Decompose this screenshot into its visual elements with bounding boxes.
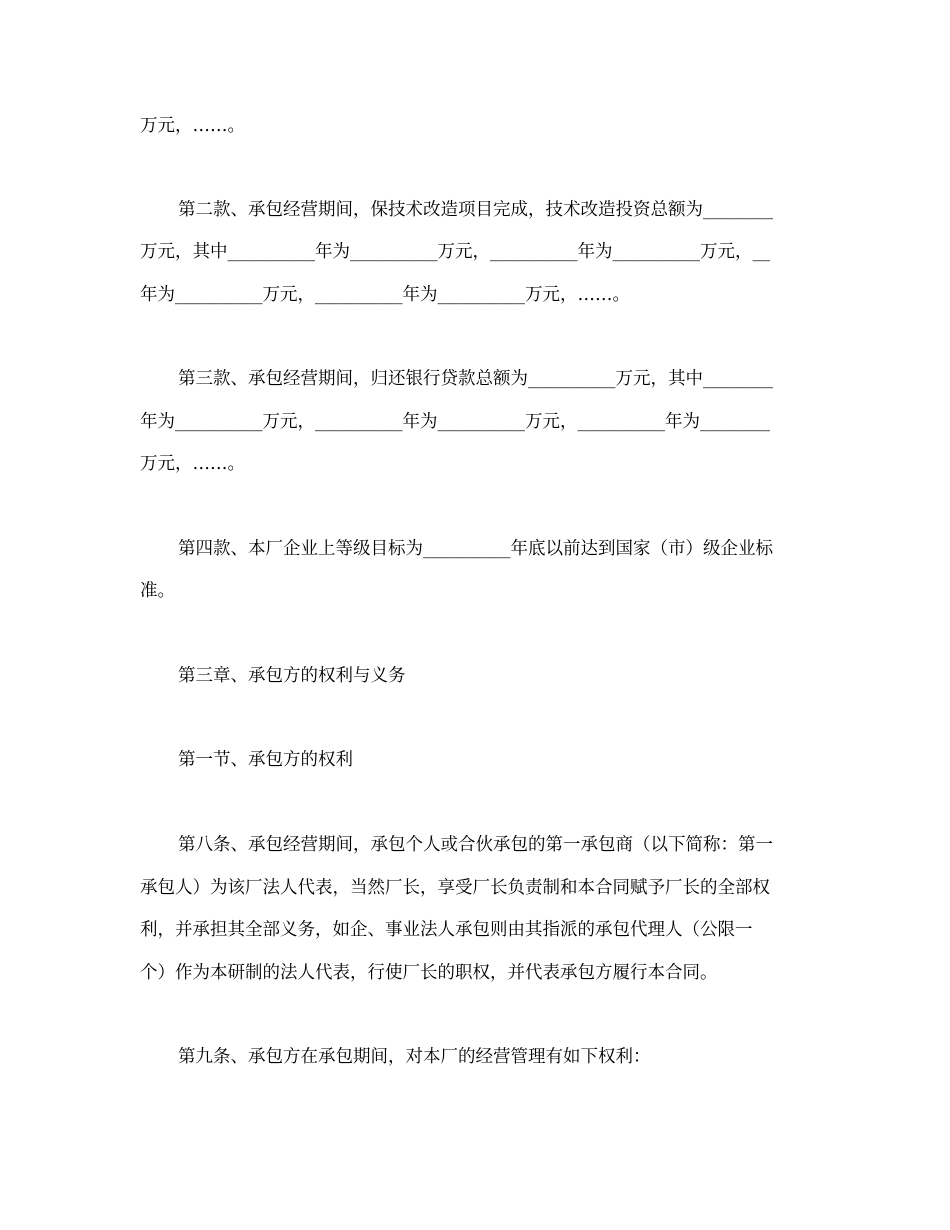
- paragraph-line: 万元，其中__________年为__________万元，__________年为__________万元，__: [140, 242, 770, 262]
- paragraph-line: 第八条、承包经营期间，承包个人或合伙承包的第一承包商（以下简称：第一: [178, 835, 773, 855]
- paragraph-line: 万元，……。: [140, 454, 245, 474]
- paragraph-line: 第三款、承包经营期间，归还银行贷款总额为__________万元，其中________: [178, 369, 773, 389]
- paragraph-line: 年为__________万元，__________年为__________万元，……。: [140, 285, 630, 305]
- paragraph-line: 第二款、承包经营期间，保技术改造项目完成，技术改造投资总额为________: [178, 200, 773, 220]
- section-heading: 第一节、承包方的权利: [178, 750, 353, 770]
- paragraph-line: 年为__________万元，__________年为__________万元，__________年为________: [140, 412, 770, 432]
- paragraph-line: 利，并承担其全部义务，如企、事业法人承包则由其指派的承包代理人（公限一: [140, 920, 753, 940]
- paragraph-line: 个）作为本研制的法人代表，行使厂长的职权，并代表承包方履行本合同。: [140, 963, 718, 983]
- paragraph-line: 承包人）为该厂法人代表，当然厂长，享受厂长负责制和本合同赋予厂长的全部权: [140, 878, 770, 898]
- chapter-heading: 第三章、承包方的权利与义务: [178, 666, 406, 686]
- paragraph-line: 万元，……。: [140, 116, 245, 136]
- paragraph-line: 第四款、本厂企业上等级目标为__________年底以前达到国家（市）级企业标: [178, 539, 773, 559]
- paragraph-line: 第九条、承包方在承包期间，对本厂的经营管理有如下权利：: [178, 1047, 651, 1067]
- paragraph-line: 准。: [140, 581, 175, 601]
